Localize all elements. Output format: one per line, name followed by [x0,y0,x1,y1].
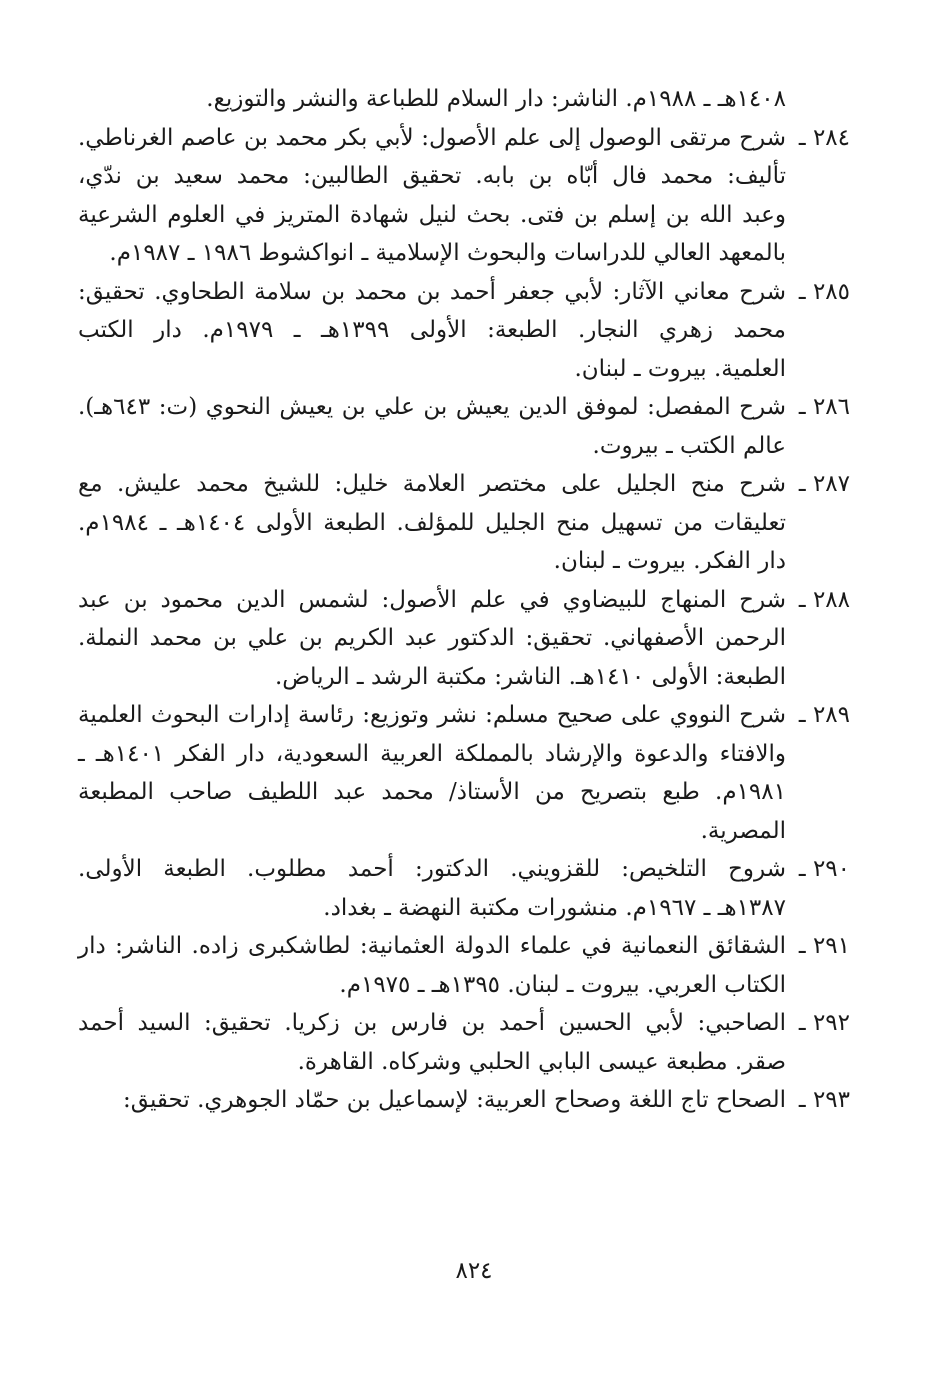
entry-number: ٢٩٠ ـ [798,856,850,882]
entry-text-line: الصاحبي: لأبي الحسين أحمد بن فارس بن زكريا. تحقيق: السيد أحمد [78,1010,786,1036]
entry-text-line: دار الفكر. بيروت ـ لبنان. [553,548,786,574]
entry-text-line: العلمية. بيروت ـ لبنان. [574,355,786,382]
bibliography-entry [78,388,850,465]
entry-text-line: شرح منح الجليل على مختصر العلامة خليل: للشيخ محمد عليش. مع [78,471,786,497]
entry-text-line: محمد زهري النجار. الطبعة: الأولى ١٣٩٩هـ ـ ١٩٧٩م. دار الكتب [78,317,786,343]
entry-text-line: الطبعة: الأولى ١٤١٠هـ. الناشر: مكتبة الرشد ـ الرياض. [274,663,786,690]
entry-text-line: تأليف: محمد فال أبّاه بن بابه. تحقيق الطالبين: محمد سعيد بن ندّي، [78,163,786,189]
entry-number: ٢٨٦ ـ [798,394,850,420]
entry-text-line: وعبد الله بن إسلم بن فتى. بحث لنيل شهادة المتريز في العلوم الشرعية [78,201,786,228]
entry-number: ٢٨٨ ـ [798,586,850,613]
entry-number: ٢٩١ ـ [798,933,850,959]
entry-text-line: المصرية. [700,817,786,844]
bibliography-entry [78,927,850,1004]
entry-number: ٢٨٤ ـ [798,124,850,151]
entry-text-line: الكتاب العربي. بيروت ـ لبنان. ١٣٩٥هـ ـ ١٩٧٥م. [339,971,786,998]
entry-number: ٢٨٩ ـ [798,702,850,728]
entry-text-line: بالمعهد العالي للدراسات والبحوث الإسلامية ـ انواكشوط ١٩٨٦ ـ ١٩٨٧م. [109,240,786,266]
bibliography-entry [78,850,850,927]
entry-number: ٢٨٥ ـ [798,278,850,305]
entry-number: ٢٩٢ ـ [798,1010,850,1036]
entry-text-line: شرح المنهاج للبيضاوي في علم الأصول: لشمس الدين محمود بن عبد [78,586,786,613]
entry-text-line: شرح معاني الآثار: لأبي جعفر أحمد بن محمد بن سلامة الطحاوي. تحقيق: [78,278,786,305]
page-body [78,80,850,1120]
entry-text-line: الصحاح تاج اللغة وصحاح العربية: لإسماعيل بن حمّاد الجوهري. تحقيق: [123,1087,786,1113]
bibliography-entry [78,1081,850,1120]
entry-text-line: شرح النووي على صحيح مسلم: نشر وتوزيع: رئاسة إدارات البحوث العلمية [78,702,786,728]
entry-text-line: ١٣٨٧هـ ـ ١٩٦٧م. منشورات مكتبة النهضة ـ بغداد. [323,894,786,921]
continuation-line: ١٤٠٨هـ ـ ١٩٨٨م. الناشر: دار السلام للطباعة والنشر والتوزيع. [206,86,786,112]
entry-text-line: شرح مرتقى الوصول إلى علم الأصول: لأبي بكر محمد بن عاصم الغرناطي. [78,124,786,151]
entry-number: ٢٩٣ ـ [798,1087,850,1113]
entry-text-line: صقر. مطبعة عيسى البابي الحلبي وشركاه. القاهرة. [297,1048,786,1075]
bibliography-entry [78,465,850,581]
bibliography-entry [78,1004,850,1081]
entry-text-line: ١٩٨١م. طبع بتصريح من الأستاذ/ محمد عبد اللطيف صاحب المطبعة [78,779,786,805]
entry-text-line: الرحمن الأصفهاني. تحقيق: الدكتور عبد الكريم بن علي بن محمد النملة. [78,625,786,651]
bibliography-entry [78,273,850,389]
entry-text-line: والافتاء والدعوة والإرشاد بالمملكة العربية السعودية، دار الفكر ١٤٠١هـ ـ [78,740,786,767]
page-number: ٨٢٤ [455,1258,493,1284]
bibliography-list [78,119,850,1120]
bibliography-entry [78,581,850,697]
bibliography-entry [78,119,850,273]
bibliography-entry [78,696,850,850]
entry-text-line: شروح التلخيص: للقزويني. الدكتور: أحمد مطلوب. الطبعة الأولى. [78,856,786,882]
entry-text-line: الشقائق النعمانية في علماء الدولة العثمانية: لطاشكبرى زاده. الناشر: دار [78,933,786,959]
entry-text-line: تعليقات من تسهيل منح الجليل للمؤلف. الطبعة الأولى ١٤٠٤هـ ـ ١٩٨٤م. [78,509,786,536]
entry-text-line: شرح المفصل: لموفق الدين يعيش بن علي بن يعيش النحوي (ت: ٦٤٣هـ). [78,394,786,420]
entry-number: ٢٨٧ ـ [798,471,850,497]
entry-text-line: عالم الكتب ـ بيروت. [592,432,786,459]
